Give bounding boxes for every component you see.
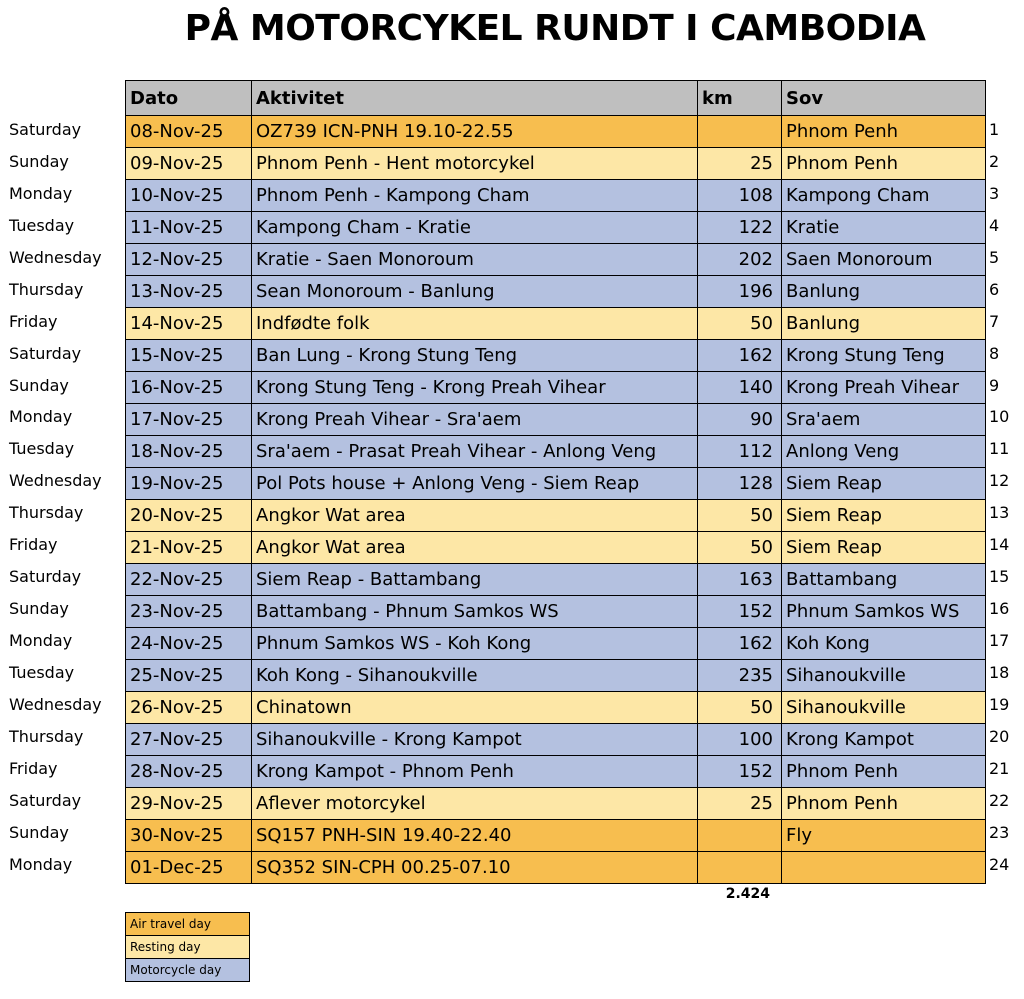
cell-km: 50 (698, 532, 782, 564)
cell-km: 50 (698, 500, 782, 532)
cell-km: 122 (698, 212, 782, 244)
cell-activity: SQ157 PNH-SIN 19.40-22.40 (252, 820, 698, 852)
cell-sleep: Sihanoukville (782, 692, 986, 724)
day-number: 24 (989, 854, 1010, 874)
table-row (126, 724, 986, 756)
table-row (126, 212, 986, 244)
cell-km: 25 (698, 148, 782, 180)
cell-sleep: Krong Stung Teng (782, 340, 986, 372)
day-number: 23 (989, 822, 1010, 842)
legend-label: Resting day (126, 936, 250, 959)
cell-activity: Chinatown (252, 692, 698, 724)
weekday-label: Thursday (9, 503, 84, 523)
cell-date: 15-Nov-25 (126, 340, 252, 372)
cell-activity: Krong Preah Vihear - Sra'aem (252, 404, 698, 436)
cell-sleep: Anlong Veng (782, 436, 986, 468)
day-number-column (989, 114, 1009, 881)
cell-activity: Battambang - Phnum Samkos WS (252, 596, 698, 628)
cell-km (698, 820, 782, 852)
day-number: 20 (989, 726, 1010, 746)
weekday-label: Saturday (9, 790, 82, 810)
cell-sleep: Koh Kong (782, 628, 986, 660)
weekday-label: Monday (9, 183, 73, 203)
cell-date: 25-Nov-25 (126, 660, 252, 692)
weekday-label: Sunday (9, 151, 69, 171)
weekday-label: Monday (9, 854, 73, 874)
cell-activity: Angkor Wat area (252, 532, 698, 564)
cell-activity: OZ739 ICN-PNH 19.10-22.55 (252, 116, 698, 148)
cell-activity: Kratie - Saen Monoroum (252, 244, 698, 276)
cell-date: 21-Nov-25 (126, 532, 252, 564)
cell-activity: Phnom Penh - Hent motorcykel (252, 148, 698, 180)
table-row (126, 180, 986, 212)
weekday-label: Friday (9, 311, 58, 331)
cell-date: 24-Nov-25 (126, 628, 252, 660)
cell-km: 90 (698, 404, 782, 436)
cell-activity: Koh Kong - Sihanoukville (252, 660, 698, 692)
day-number: 15 (989, 567, 1010, 587)
day-number: 12 (989, 471, 1010, 491)
weekday-column (9, 114, 102, 881)
cell-km: 100 (698, 724, 782, 756)
day-number: 18 (989, 662, 1010, 682)
cell-date: 18-Nov-25 (126, 436, 252, 468)
day-number: 11 (989, 439, 1010, 459)
cell-sleep: Saen Monoroum (782, 244, 986, 276)
table-row (126, 404, 986, 436)
cell-sleep: Phnom Penh (782, 116, 986, 148)
cell-date: 01-Dec-25 (126, 852, 252, 884)
cell-date: 23-Nov-25 (126, 596, 252, 628)
weekday-label: Sunday (9, 599, 69, 619)
cell-date: 28-Nov-25 (126, 756, 252, 788)
day-number: 5 (989, 247, 1000, 267)
day-number: 3 (989, 183, 1000, 203)
weekday-label: Tuesday (9, 439, 75, 459)
cell-activity: Siem Reap - Battambang (252, 564, 698, 596)
legend-label: Air travel day (126, 913, 250, 936)
cell-date: 17-Nov-25 (126, 404, 252, 436)
weekday-label: Friday (9, 758, 58, 778)
table-row (126, 436, 986, 468)
cell-date: 11-Nov-25 (126, 212, 252, 244)
cell-date: 16-Nov-25 (126, 372, 252, 404)
cell-activity: Krong Kampot - Phnom Penh (252, 756, 698, 788)
cell-activity: Kampong Cham - Kratie (252, 212, 698, 244)
day-number: 21 (989, 758, 1010, 778)
cell-sleep: Siem Reap (782, 468, 986, 500)
table-row (126, 468, 986, 500)
cell-sleep: Phnum Samkos WS (782, 596, 986, 628)
weekday-label: Tuesday (9, 215, 75, 235)
cell-sleep: Banlung (782, 276, 986, 308)
header-km: km (698, 81, 782, 116)
cell-km: 112 (698, 436, 782, 468)
weekday-label: Monday (9, 631, 73, 650)
day-number: 10 (989, 407, 1010, 427)
cell-km: 162 (698, 340, 782, 372)
cell-km: 152 (698, 756, 782, 788)
day-number: 4 (989, 215, 1000, 235)
weekday-label: Thursday (9, 726, 84, 746)
cell-activity: Phnum Samkos WS - Koh Kong (252, 628, 698, 660)
cell-activity: Sra'aem - Prasat Preah Vihear - Anlong Veng (252, 436, 698, 468)
weekday-label: Monday (9, 407, 73, 427)
table-row (126, 308, 986, 340)
day-number: 1 (989, 120, 1000, 139)
day-number: 2 (989, 151, 1000, 171)
table-row (126, 820, 986, 852)
cell-activity: SQ352 SIN-CPH 00.25-07.10 (252, 852, 698, 884)
header-date: Dato (126, 81, 252, 116)
cell-date: 30-Nov-25 (126, 820, 252, 852)
table-row (126, 244, 986, 276)
cell-sleep: Kampong Cham (782, 180, 986, 212)
table-row (126, 564, 986, 596)
legend-item (126, 936, 250, 959)
cell-km: 25 (698, 788, 782, 820)
table-row (126, 660, 986, 692)
legend-item (126, 913, 250, 936)
day-number: 7 (989, 311, 1000, 331)
cell-activity: Sean Monoroum - Banlung (252, 276, 698, 308)
cell-date: 12-Nov-25 (126, 244, 252, 276)
weekday-label: Wednesday (9, 694, 102, 714)
cell-km: 152 (698, 596, 782, 628)
cell-sleep: Phnom Penh (782, 148, 986, 180)
cell-date: 10-Nov-25 (126, 180, 252, 212)
table-row (126, 788, 986, 820)
cell-km: 235 (698, 660, 782, 692)
cell-activity: Sihanoukville - Krong Kampot (252, 724, 698, 756)
table-row (126, 116, 986, 148)
header-row (126, 81, 986, 116)
cell-date: 27-Nov-25 (126, 724, 252, 756)
table-row (126, 852, 986, 884)
legend (125, 912, 250, 982)
cell-km: 163 (698, 564, 782, 596)
cell-sleep: Phnom Penh (782, 788, 986, 820)
cell-date: 08-Nov-25 (126, 116, 252, 148)
day-number: 13 (989, 503, 1010, 523)
cell-activity: Krong Stung Teng - Krong Preah Vihear (252, 372, 698, 404)
cell-km (698, 116, 782, 148)
day-number: 6 (989, 279, 1000, 299)
cell-km (698, 852, 782, 884)
cell-activity: Indfødte folk (252, 308, 698, 340)
weekday-label: Saturday (9, 567, 82, 587)
day-number: 19 (989, 694, 1010, 714)
page-title: PÅ MOTORCYKEL RUNDT I CAMBODIA (184, 8, 926, 49)
cell-activity: Phnom Penh - Kampong Cham (252, 180, 698, 212)
cell-km: 196 (698, 276, 782, 308)
cell-km: 140 (698, 372, 782, 404)
header-sleep: Sov (782, 81, 986, 116)
weekday-label: Tuesday (9, 662, 75, 682)
cell-date: 13-Nov-25 (126, 276, 252, 308)
total-km: 2.424 (725, 886, 770, 902)
day-number: 17 (989, 631, 1010, 650)
table-row (126, 692, 986, 724)
cell-sleep: Kratie (782, 212, 986, 244)
day-number: 8 (989, 343, 1000, 363)
table-row (126, 756, 986, 788)
cell-sleep: Banlung (782, 308, 986, 340)
day-number: 14 (989, 535, 1010, 555)
weekday-label: Wednesday (9, 247, 102, 267)
cell-date: 22-Nov-25 (126, 564, 252, 596)
table-row (126, 596, 986, 628)
day-number: 22 (989, 790, 1010, 810)
table-row (126, 532, 986, 564)
cell-sleep: Sihanoukville (782, 660, 986, 692)
cell-sleep: Siem Reap (782, 500, 986, 532)
cell-activity: Ban Lung - Krong Stung Teng (252, 340, 698, 372)
cell-sleep (782, 852, 986, 884)
itinerary-table (125, 80, 986, 884)
cell-sleep: Battambang (782, 564, 986, 596)
day-number: 16 (989, 599, 1010, 619)
cell-km: 108 (698, 180, 782, 212)
weekday-label: Thursday (9, 279, 84, 299)
weekday-label: Sunday (9, 822, 69, 842)
cell-sleep: Phnom Penh (782, 756, 986, 788)
table-row (126, 340, 986, 372)
cell-date: 20-Nov-25 (126, 500, 252, 532)
cell-sleep: Fly (782, 820, 986, 852)
cell-km: 50 (698, 692, 782, 724)
cell-sleep: Krong Kampot (782, 724, 986, 756)
cell-sleep: Siem Reap (782, 532, 986, 564)
header-activity: Aktivitet (252, 81, 698, 116)
cell-date: 14-Nov-25 (126, 308, 252, 340)
table-row (126, 628, 986, 660)
weekday-label: Friday (9, 535, 58, 555)
cell-km: 50 (698, 308, 782, 340)
table-row (126, 148, 986, 180)
cell-sleep: Krong Preah Vihear (782, 372, 986, 404)
cell-activity: Angkor Wat area (252, 500, 698, 532)
legend-label: Motorcycle day (126, 959, 250, 982)
weekday-label: Saturday (9, 343, 82, 363)
table-row (126, 500, 986, 532)
day-number: 9 (989, 375, 1000, 395)
cell-date: 26-Nov-25 (126, 692, 252, 724)
cell-date: 29-Nov-25 (126, 788, 252, 820)
cell-km: 128 (698, 468, 782, 500)
cell-km: 162 (698, 628, 782, 660)
cell-activity: Pol Pots house + Anlong Veng - Siem Reap (252, 468, 698, 500)
weekday-label: Wednesday (9, 471, 102, 491)
cell-date: 09-Nov-25 (126, 148, 252, 180)
legend-item (126, 959, 250, 982)
cell-date: 19-Nov-25 (126, 468, 252, 500)
table-row (126, 372, 986, 404)
cell-activity: Aflever motorcykel (252, 788, 698, 820)
cell-km: 202 (698, 244, 782, 276)
cell-sleep: Sra'aem (782, 404, 986, 436)
weekday-label: Sunday (9, 375, 69, 395)
weekday-label: Saturday (9, 120, 82, 139)
table-row (126, 276, 986, 308)
